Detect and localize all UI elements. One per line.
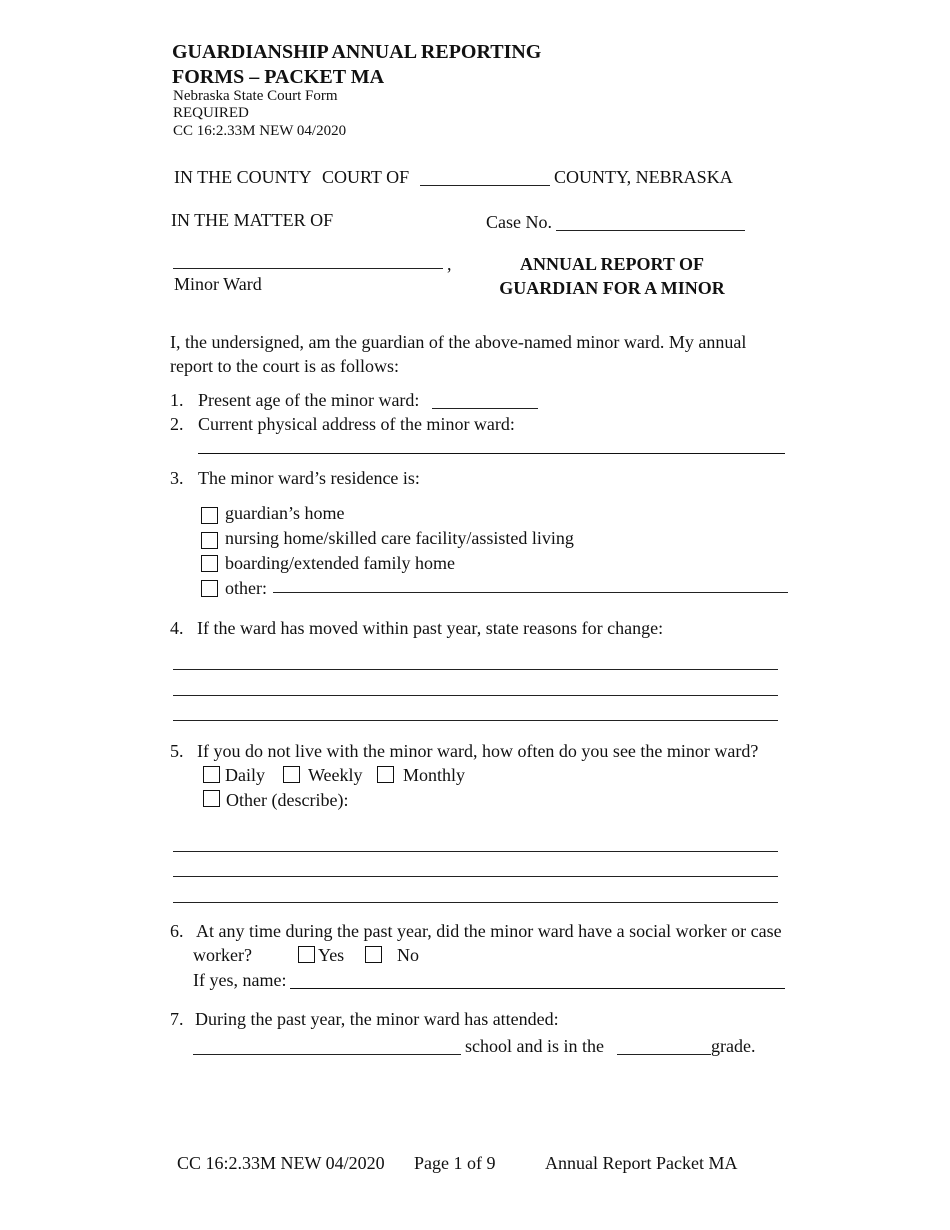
q1-number: 1. (170, 390, 184, 410)
matter-label: IN THE MATTER OF (171, 210, 334, 230)
q2-text: Current physical address of the minor ward: (198, 414, 515, 434)
q3-number: 3. (170, 468, 184, 488)
visit-daily-checkbox[interactable] (203, 766, 220, 783)
footer-page-number: Page 1 of 9 (414, 1153, 496, 1173)
q5-text: If you do not live with the minor ward, how often do you see the minor ward? (197, 741, 759, 761)
residence-nursing-home-label: nursing home/skilled care facility/assisted living (225, 528, 574, 548)
form-title-line2: FORMS – PACKET MA (172, 66, 385, 88)
q5-describe-line-1[interactable] (173, 851, 778, 852)
residence-other-checkbox[interactable] (201, 580, 218, 597)
q2-number: 2. (170, 414, 184, 434)
intro-line1: I, the undersigned, am the guardian of the above-named minor ward. My annual (170, 332, 747, 352)
visit-daily-label: Daily (225, 765, 265, 785)
q4-reason-line-3[interactable] (173, 720, 778, 721)
report-title-line1: ANNUAL REPORT OF (519, 254, 705, 274)
footer-packet-name: Annual Report Packet MA (545, 1153, 738, 1173)
case-no-label: Case No. (486, 212, 552, 232)
q5-describe-line-3[interactable] (173, 902, 778, 903)
visit-monthly-checkbox[interactable] (377, 766, 394, 783)
q6-text-line1: At any time during the past year, did the minor ward have a social worker or case (196, 921, 782, 941)
residence-boarding-checkbox[interactable] (201, 555, 218, 572)
social-worker-yes-checkbox[interactable] (298, 946, 315, 963)
report-title-line2: GUARDIAN FOR A MINOR (499, 278, 725, 298)
social-worker-no-checkbox[interactable] (365, 946, 382, 963)
visit-monthly-label: Monthly (403, 765, 466, 785)
residence-guardian-home-checkbox[interactable] (201, 507, 218, 524)
q7-number: 7. (170, 1009, 184, 1029)
court-mid: COURT OF (322, 167, 410, 187)
form-title-line1: GUARDIANSHIP ANNUAL REPORTING (172, 41, 542, 63)
county-name-blank[interactable] (420, 185, 550, 186)
visit-weekly-label: Weekly (308, 765, 363, 785)
case-no-blank[interactable] (556, 230, 745, 231)
social-worker-no-label: No (397, 945, 419, 965)
ward-name-comma: , (447, 254, 452, 274)
q7-grade-label: grade. (711, 1036, 756, 1056)
q3-text: The minor ward’s residence is: (198, 468, 420, 488)
form-subtitle-code: CC 16:2.33M NEW 04/2020 (173, 123, 347, 139)
intro-line2: report to the court is as follows: (170, 356, 399, 376)
visit-weekly-checkbox[interactable] (283, 766, 300, 783)
social-worker-yes-label: Yes (318, 945, 345, 965)
q6-number: 6. (170, 921, 184, 941)
residence-boarding-label: boarding/extended family home (225, 553, 455, 573)
q7-school-blank[interactable] (193, 1054, 461, 1055)
q4-reason-line-1[interactable] (173, 669, 778, 670)
q4-text: If the ward has moved within past year, state reasons for change: (197, 618, 664, 638)
q6-text-line2: worker? (193, 945, 252, 965)
q1-age-blank[interactable] (432, 408, 538, 409)
q4-reason-line-2[interactable] (173, 695, 778, 696)
ward-name-blank[interactable] (173, 268, 443, 269)
visit-other-checkbox[interactable] (203, 790, 220, 807)
court-suffix: COUNTY, NEBRASKA (554, 167, 733, 187)
court-prefix: IN THE COUNTY (174, 167, 312, 187)
visit-other-label: Other (describe): (226, 790, 349, 810)
q5-describe-line-2[interactable] (173, 876, 778, 877)
q5-number: 5. (170, 741, 184, 761)
form-subtitle-state: Nebraska State Court Form (173, 88, 338, 104)
minor-ward-label: Minor Ward (174, 274, 262, 294)
q6-if-yes-label: If yes, name: (193, 970, 287, 990)
q7-text: During the past year, the minor ward has attended: (195, 1009, 559, 1029)
q7-grade-blank[interactable] (617, 1054, 711, 1055)
footer-form-code: CC 16:2.33M NEW 04/2020 (177, 1153, 385, 1173)
q4-number: 4. (170, 618, 184, 638)
q7-school-label: school and is in the (465, 1036, 604, 1056)
q6-name-blank[interactable] (290, 988, 785, 989)
residence-other-label: other: (225, 578, 267, 598)
residence-other-blank[interactable] (273, 592, 788, 593)
q2-address-blank[interactable] (198, 453, 785, 454)
residence-guardian-home-label: guardian’s home (225, 503, 345, 523)
q1-text: Present age of the minor ward: (198, 390, 420, 410)
residence-nursing-home-checkbox[interactable] (201, 532, 218, 549)
form-subtitle-required: REQUIRED (173, 105, 249, 121)
